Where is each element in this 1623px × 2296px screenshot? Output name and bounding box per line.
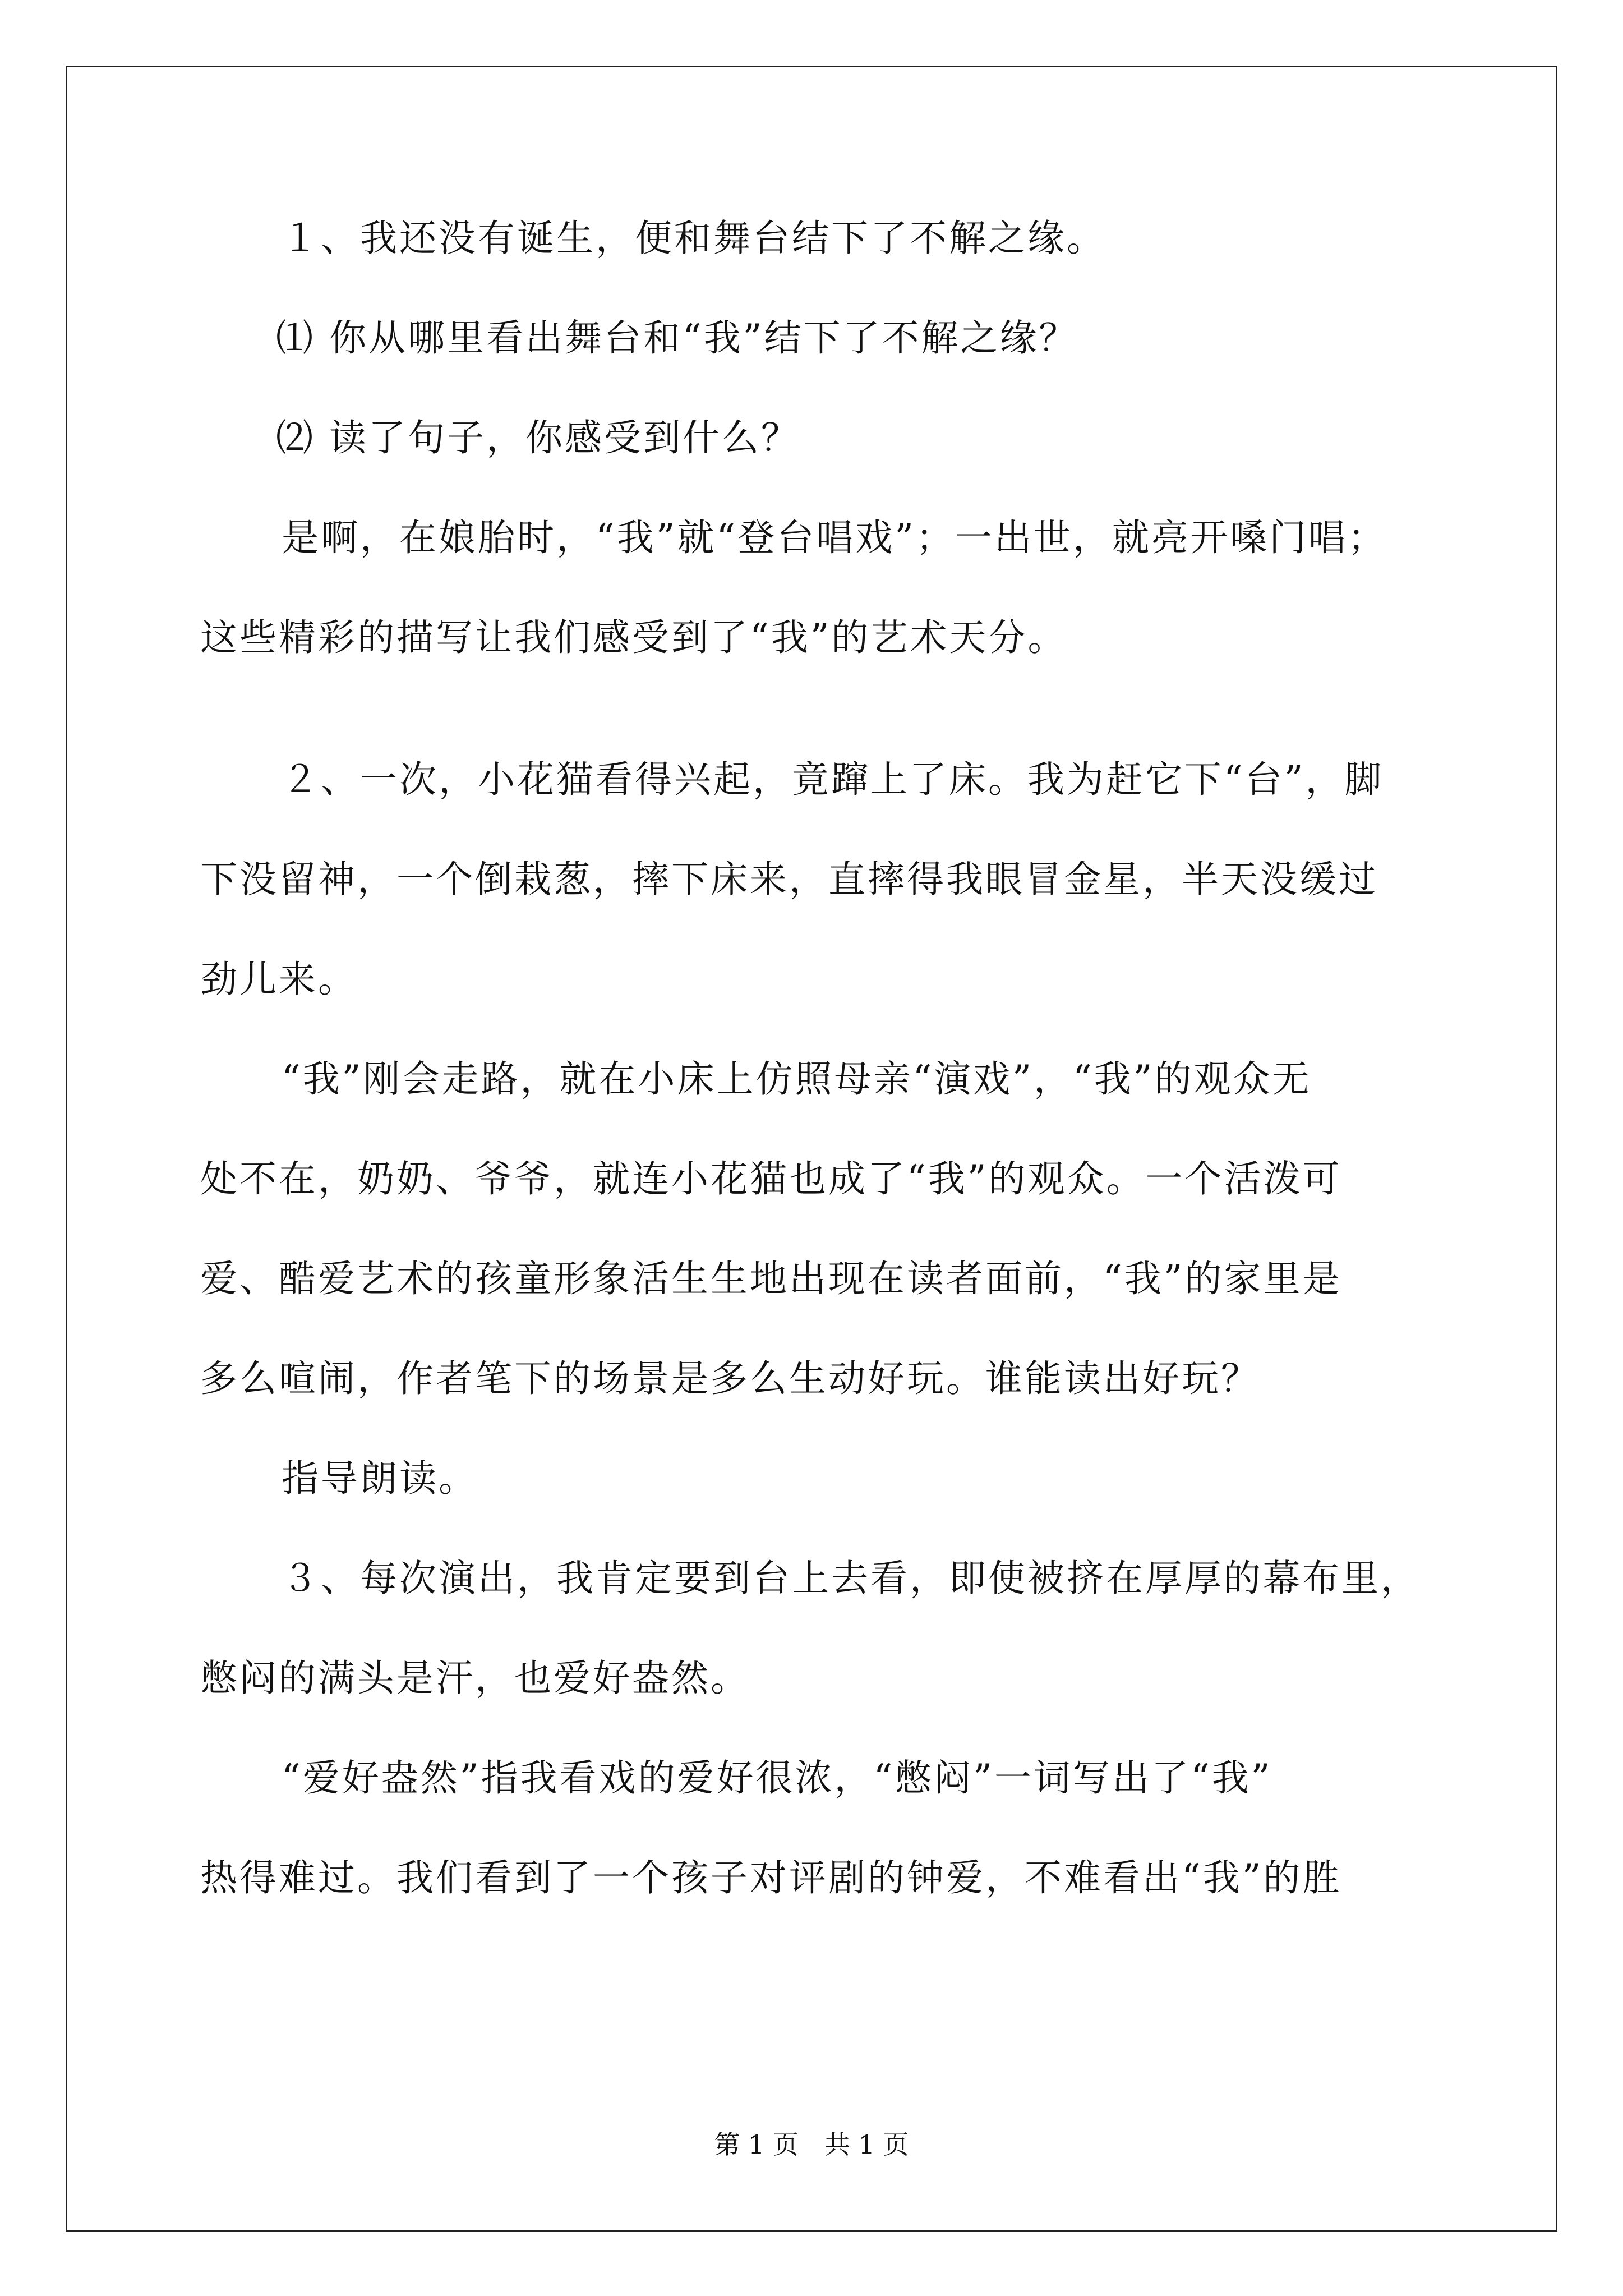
paragraph-line: 爱、酷爱艺术的孩童形象活生生地出现在读者面前，“我”的家里是 bbox=[200, 1257, 1342, 1300]
paragraph-line: 下没留神，一个倒栽葱，摔下床来，直摔得我眼冒金星，半天没缓过 bbox=[200, 858, 1378, 901]
paragraph-line: 这些精彩的描写让我们感受到了“我”的艺术天分。 bbox=[200, 616, 1067, 659]
paragraph-line: 是啊，在娘胎时，“我”就“登台唱戏”；一出世，就亮开嗓门唱； bbox=[282, 516, 1387, 559]
paragraph-line: ２、一次，小花猫看得兴起，竟蹿上了床。我为赶它下“台”，脚 bbox=[282, 758, 1384, 801]
paragraph-line: ⑴ 你从哪里看出舞台和“我”结下了不解之缘？ bbox=[276, 316, 1078, 360]
paragraph-line: 劲儿来。 bbox=[200, 958, 357, 1001]
paragraph-line: “我”刚会走路，就在小床上仿照母亲“演戏”，“我”的观众无 bbox=[282, 1057, 1312, 1101]
page-footer: 第 1 页 共 1 页 bbox=[714, 2129, 909, 2160]
paragraph-line: １、我还没有诞生，便和舞台结下了不解之缘。 bbox=[282, 217, 1106, 260]
paragraph-line: 处不在，奶奶、爷爷，就连小花猫也成了“我”的观众。一个活泼可 bbox=[200, 1157, 1342, 1200]
paragraph-line: 指导朗读。 bbox=[282, 1457, 478, 1500]
paragraph-line: ３、每次演出，我肯定要到台上去看，即使被挤在厚厚的幕布里， bbox=[282, 1557, 1420, 1600]
paragraph-line: ⑵ 读了句子，你感受到什么？ bbox=[276, 416, 800, 459]
paragraph-line: “爱好盎然”指我看戏的爱好很浓，“憋闷”一词写出了“我” bbox=[282, 1756, 1272, 1800]
page-border bbox=[66, 66, 1557, 2232]
paragraph-line: 多么喧闹，作者笔下的场景是多么生动好玩。谁能读出好玩？ bbox=[200, 1357, 1260, 1400]
paragraph-line: 热得难过。我们看到了一个孩子对评剧的钟爱，不难看出“我”的胜 bbox=[200, 1856, 1342, 1899]
paragraph-line: 憋闷的满头是汗，也爱好盎然。 bbox=[200, 1657, 750, 1700]
